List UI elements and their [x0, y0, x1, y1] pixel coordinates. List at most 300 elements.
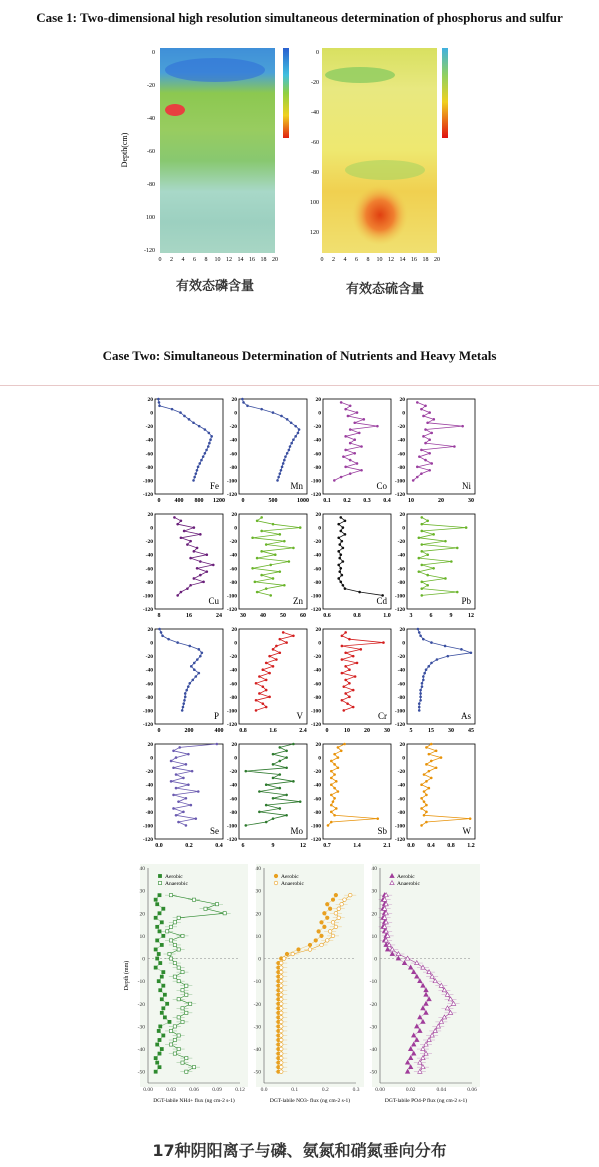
data-point [337, 564, 340, 567]
xtick-label: 0.8 [239, 728, 247, 734]
data-point [173, 961, 176, 964]
profile-panel-mn [227, 397, 309, 504]
data-point [352, 689, 355, 692]
data-point [272, 523, 275, 526]
data-point [341, 634, 344, 637]
data-point [376, 425, 379, 428]
ytick-label: -60 [397, 566, 405, 573]
profile-panel-co [311, 397, 391, 504]
data-point [327, 824, 330, 827]
data-point [279, 787, 282, 790]
xtick-label: 18 [260, 257, 267, 263]
ytick-label: 0 [152, 50, 155, 56]
data-point [435, 766, 438, 769]
sulfur-colorbar [442, 48, 448, 138]
xtick-label: 400 [214, 728, 224, 734]
data-point [342, 526, 345, 529]
data-point [328, 907, 332, 911]
data-point [158, 1052, 161, 1055]
data-point [179, 411, 182, 414]
data-point [419, 689, 422, 692]
ytick-label: 40 [139, 866, 145, 872]
data-point [420, 523, 423, 526]
ytick-label: -100 [226, 823, 237, 830]
data-point [279, 993, 283, 997]
xtick-label: 1.2 [467, 843, 475, 849]
data-point [308, 943, 312, 947]
data-point [170, 760, 173, 763]
data-point [279, 1065, 283, 1069]
data-point [333, 479, 336, 482]
panel-frame [239, 629, 307, 724]
data-point [182, 706, 185, 709]
data-point [353, 452, 356, 455]
data-point [245, 770, 248, 773]
data-point [196, 567, 199, 570]
data-point [428, 452, 431, 455]
element-label: V [296, 711, 303, 721]
data-point [185, 1070, 188, 1073]
data-point [424, 442, 427, 445]
ytick-label: -40 [311, 110, 319, 116]
ytick-label: -80 [229, 579, 237, 586]
data-point [423, 814, 426, 817]
ytick-label: 20 [315, 627, 321, 633]
data-point [163, 993, 166, 996]
ytick-label: -20 [253, 1001, 261, 1008]
ytick-label: -100 [142, 593, 153, 600]
data-point [333, 763, 336, 766]
ytick-label: 0 [318, 525, 321, 532]
data-point [175, 756, 178, 759]
data-point [352, 655, 355, 658]
data-point [258, 675, 261, 678]
xtick-label: 30 [468, 498, 474, 504]
profile-panel-fe [143, 397, 225, 504]
ytick-label: 0 [402, 755, 405, 762]
data-point [286, 418, 289, 421]
data-point [173, 943, 176, 946]
data-point [412, 479, 415, 482]
data-point [193, 526, 196, 529]
data-point [420, 807, 423, 810]
xtick-label: 10 [344, 728, 350, 734]
data-point [268, 655, 271, 658]
data-point [333, 787, 336, 790]
ytick-label: -100 [394, 708, 405, 715]
data-point [181, 1007, 184, 1010]
data-point [212, 564, 215, 567]
ytick-label: -80 [397, 809, 405, 816]
ytick-label: -20 [147, 83, 155, 89]
ytick-label: -80 [397, 579, 405, 586]
element-label: Fe [210, 481, 219, 491]
element-label: W [462, 826, 471, 836]
xtick-label: 60 [300, 613, 306, 619]
ytick-label: -100 [226, 478, 237, 485]
data-point [299, 526, 302, 529]
data-point [189, 557, 192, 560]
data-point [333, 797, 336, 800]
ytick-label: -40 [229, 552, 237, 559]
data-point [360, 469, 363, 472]
ytick-label: -40 [145, 782, 153, 789]
data-point [337, 916, 341, 920]
element-label: Mn [290, 481, 303, 491]
data-point [177, 998, 180, 1001]
data-point [255, 699, 258, 702]
data-point [346, 702, 349, 705]
data-point [172, 766, 175, 769]
data-point [428, 753, 431, 756]
ytick-label: -20 [397, 769, 405, 776]
data-point [251, 567, 254, 570]
data-point [465, 526, 468, 529]
data-point [294, 425, 297, 428]
data-point [418, 570, 421, 573]
data-point [173, 1052, 176, 1055]
data-point [180, 591, 183, 594]
data-point [341, 540, 344, 543]
ytick-label: 20 [231, 627, 237, 633]
ytick-label: -80 [313, 579, 321, 586]
flux-panel-nh4 [123, 864, 248, 1104]
data-point [262, 702, 265, 705]
ytick-label: 20 [255, 911, 261, 918]
xtick-label: 20 [438, 498, 444, 504]
xtick-label: 0.4 [215, 843, 223, 849]
xtick-label: 12 [300, 843, 306, 849]
ytick-label: 20 [147, 397, 153, 403]
ytick-label: 40 [371, 866, 377, 872]
data-point [272, 753, 275, 756]
data-point [447, 655, 450, 658]
data-point [337, 523, 340, 526]
data-point [188, 645, 191, 648]
ytick-label: 20 [231, 742, 237, 748]
data-point [330, 770, 333, 773]
data-point [348, 893, 352, 897]
data-point [198, 648, 201, 651]
data-point [158, 404, 161, 407]
data-point [419, 699, 422, 702]
panel-frame [155, 399, 223, 494]
legend-label: Anaerobic [165, 881, 188, 887]
xtick-label: 40 [260, 613, 266, 619]
data-point [154, 1070, 157, 1073]
data-point [162, 1034, 165, 1037]
data-point [199, 560, 202, 563]
data-point [363, 418, 366, 421]
ytick-label: -120 [310, 492, 321, 498]
data-point [175, 814, 178, 817]
panel-frame [155, 629, 223, 724]
ytick-label: -100 [142, 823, 153, 830]
panel-frame [155, 514, 223, 609]
data-point [427, 665, 430, 668]
ytick-label: -120 [394, 837, 405, 843]
data-point [258, 692, 261, 695]
data-point [419, 634, 422, 637]
data-point [292, 438, 295, 441]
data-point [425, 804, 428, 807]
data-point [199, 533, 202, 536]
xtick-label: 14 [399, 257, 406, 263]
data-point [418, 702, 421, 705]
legend-label: Aerobic [165, 874, 183, 880]
data-point [420, 449, 423, 452]
data-point [183, 415, 186, 418]
xtick-label: 0.4 [383, 498, 391, 504]
data-point [177, 980, 180, 983]
data-point [279, 807, 282, 810]
data-point [342, 685, 345, 688]
ytick-label: 20 [315, 742, 321, 748]
ytick-label: -40 [397, 437, 405, 444]
data-point [169, 1029, 172, 1032]
ytick-label: 20 [147, 627, 153, 633]
data-point [178, 746, 181, 749]
ytick-label: -20 [397, 654, 405, 661]
xtick-label: 8 [157, 613, 161, 619]
xtick-label: 0.0 [407, 843, 415, 849]
data-point [344, 651, 347, 654]
ytick-label: -100 [310, 823, 321, 830]
ytick-label: -20 [313, 424, 321, 431]
data-point [193, 476, 196, 479]
data-point [320, 943, 324, 947]
data-point [420, 530, 423, 533]
data-point [337, 790, 340, 793]
ytick-label: -100 [142, 708, 153, 715]
data-point [339, 553, 342, 556]
data-point [158, 1038, 161, 1041]
data-point [353, 421, 356, 424]
data-point [420, 594, 423, 597]
data-point [430, 760, 433, 763]
ytick-label: -20 [229, 424, 237, 431]
data-point [330, 777, 333, 780]
data-point [339, 530, 342, 533]
phosphorus-hotspot [165, 104, 185, 116]
ytick-label: -100 [226, 708, 237, 715]
phosphorus-heatmap [115, 40, 305, 270]
data-point [195, 817, 198, 820]
ytick-label: -60 [397, 681, 405, 688]
ytick-label: 100 [146, 215, 155, 221]
data-point [420, 797, 423, 800]
data-point [204, 452, 207, 455]
ytick-label: -120 [226, 837, 237, 843]
data-point [290, 442, 293, 445]
data-point [279, 1070, 283, 1074]
data-point [279, 570, 282, 573]
data-point [430, 662, 433, 665]
ytick-label: 20 [147, 742, 153, 748]
data-point [279, 746, 282, 749]
xtick-label: 0.00 [143, 1087, 153, 1093]
data-point [162, 934, 165, 937]
data-point [279, 997, 283, 1001]
data-point [279, 1016, 283, 1020]
element-label: Se [210, 826, 219, 836]
ytick-label: 0 [402, 525, 405, 532]
data-point [193, 662, 196, 665]
flux-profile-panels [118, 862, 488, 1127]
data-point [297, 948, 301, 952]
xtick-label: 9 [271, 843, 275, 849]
data-point [181, 709, 184, 712]
data-point [341, 699, 344, 702]
xtick-label: 2 [332, 257, 335, 263]
data-point [279, 1043, 283, 1047]
data-point [337, 550, 340, 553]
data-point [335, 807, 338, 810]
xtick-label: 16 [249, 257, 255, 263]
data-point [255, 709, 258, 712]
data-point [418, 709, 421, 712]
data-point [456, 591, 459, 594]
ytick-label: -40 [397, 552, 405, 559]
data-point [333, 773, 336, 776]
xtick-label: 10 [376, 257, 383, 263]
xtick-label: 0.8 [447, 843, 455, 849]
ytick-label: -100 [142, 478, 153, 485]
ytick-label: -120 [142, 722, 153, 728]
data-point [456, 547, 459, 550]
xtick-label: 0.0 [260, 1087, 268, 1093]
data-point [158, 894, 161, 897]
data-point [279, 975, 283, 979]
data-point [418, 536, 421, 539]
ytick-label: -80 [313, 809, 321, 816]
data-point [444, 645, 447, 648]
data-point [360, 445, 363, 448]
data-point [344, 533, 347, 536]
data-point [254, 581, 257, 584]
data-point [265, 662, 268, 665]
ytick-label: -120 [310, 607, 321, 613]
ytick-label: -20 [145, 539, 153, 546]
ytick-label: -80 [313, 694, 321, 701]
element-profile-grid [130, 395, 475, 855]
data-point [160, 1047, 163, 1050]
data-point [430, 641, 433, 644]
xtick-label: 4 [181, 257, 185, 263]
ytick-label: -120 [394, 722, 405, 728]
data-point [331, 934, 335, 938]
data-point [330, 804, 333, 807]
data-point [420, 581, 423, 584]
panel-frame [407, 399, 475, 494]
data-point [420, 516, 423, 519]
data-point [416, 466, 419, 469]
data-point [285, 814, 288, 817]
data-point [154, 898, 157, 901]
divider [0, 385, 599, 386]
data-point [258, 790, 261, 793]
element-label: Cd [376, 596, 387, 606]
xtick-label: 400 [174, 498, 184, 504]
data-point [272, 817, 275, 820]
data-point [258, 811, 261, 814]
data-point [157, 398, 160, 401]
data-point [344, 692, 347, 695]
data-point [161, 634, 164, 637]
xtick-label: 18 [422, 257, 429, 263]
xtick-label: 0 [320, 257, 324, 263]
data-point [283, 584, 286, 587]
xtick-label: 0.2 [343, 498, 351, 504]
data-point [182, 702, 185, 705]
data-point [285, 756, 288, 759]
data-point [289, 445, 292, 448]
data-point [265, 804, 268, 807]
data-point [358, 591, 361, 594]
data-point [183, 530, 186, 533]
ytick-label: -120 [142, 492, 153, 498]
data-point [167, 638, 170, 641]
data-point [191, 770, 194, 773]
ytick-label: -60 [145, 566, 153, 573]
ytick-label: -80 [229, 464, 237, 471]
ytick-label: -40 [229, 437, 237, 444]
data-point [337, 756, 340, 759]
xtick-label: 0.2 [321, 1087, 329, 1093]
ytick-label: -80 [229, 694, 237, 701]
data-point [173, 516, 176, 519]
legend-label: Anaerobic [281, 881, 304, 887]
data-point [280, 469, 283, 472]
data-point [175, 787, 178, 790]
ytick-label: 0 [234, 410, 237, 417]
ytick-label: 10 [371, 933, 377, 940]
profile-panel-cr [311, 627, 391, 734]
ytick-label: -60 [229, 566, 237, 573]
ytick-label: -40 [137, 1047, 145, 1054]
data-point [420, 824, 423, 827]
ytick-label: -30 [369, 1024, 377, 1031]
data-point [181, 934, 184, 937]
data-point [277, 476, 280, 479]
xtick-label: 12 [226, 257, 232, 263]
data-point [334, 911, 338, 915]
data-point [294, 435, 297, 438]
data-point [154, 966, 157, 969]
data-point [185, 824, 188, 827]
data-point [185, 993, 188, 996]
data-point [169, 957, 172, 960]
data-point [189, 540, 192, 543]
data-point [344, 466, 347, 469]
xtick-label: 0 [158, 257, 162, 263]
data-point [268, 672, 271, 675]
ytick-label: -120 [394, 492, 405, 498]
data-point [177, 821, 180, 824]
data-point [453, 445, 456, 448]
data-point [156, 903, 159, 906]
data-point [156, 1043, 159, 1046]
data-point [424, 428, 427, 431]
data-point [279, 970, 283, 974]
panel-frame [155, 744, 223, 839]
ytick-label: -20 [229, 769, 237, 776]
data-point [420, 408, 423, 411]
xtick-label: 3 [409, 613, 413, 619]
xtick-label: 15 [428, 728, 434, 734]
data-point [285, 766, 288, 769]
data-point [328, 930, 332, 934]
